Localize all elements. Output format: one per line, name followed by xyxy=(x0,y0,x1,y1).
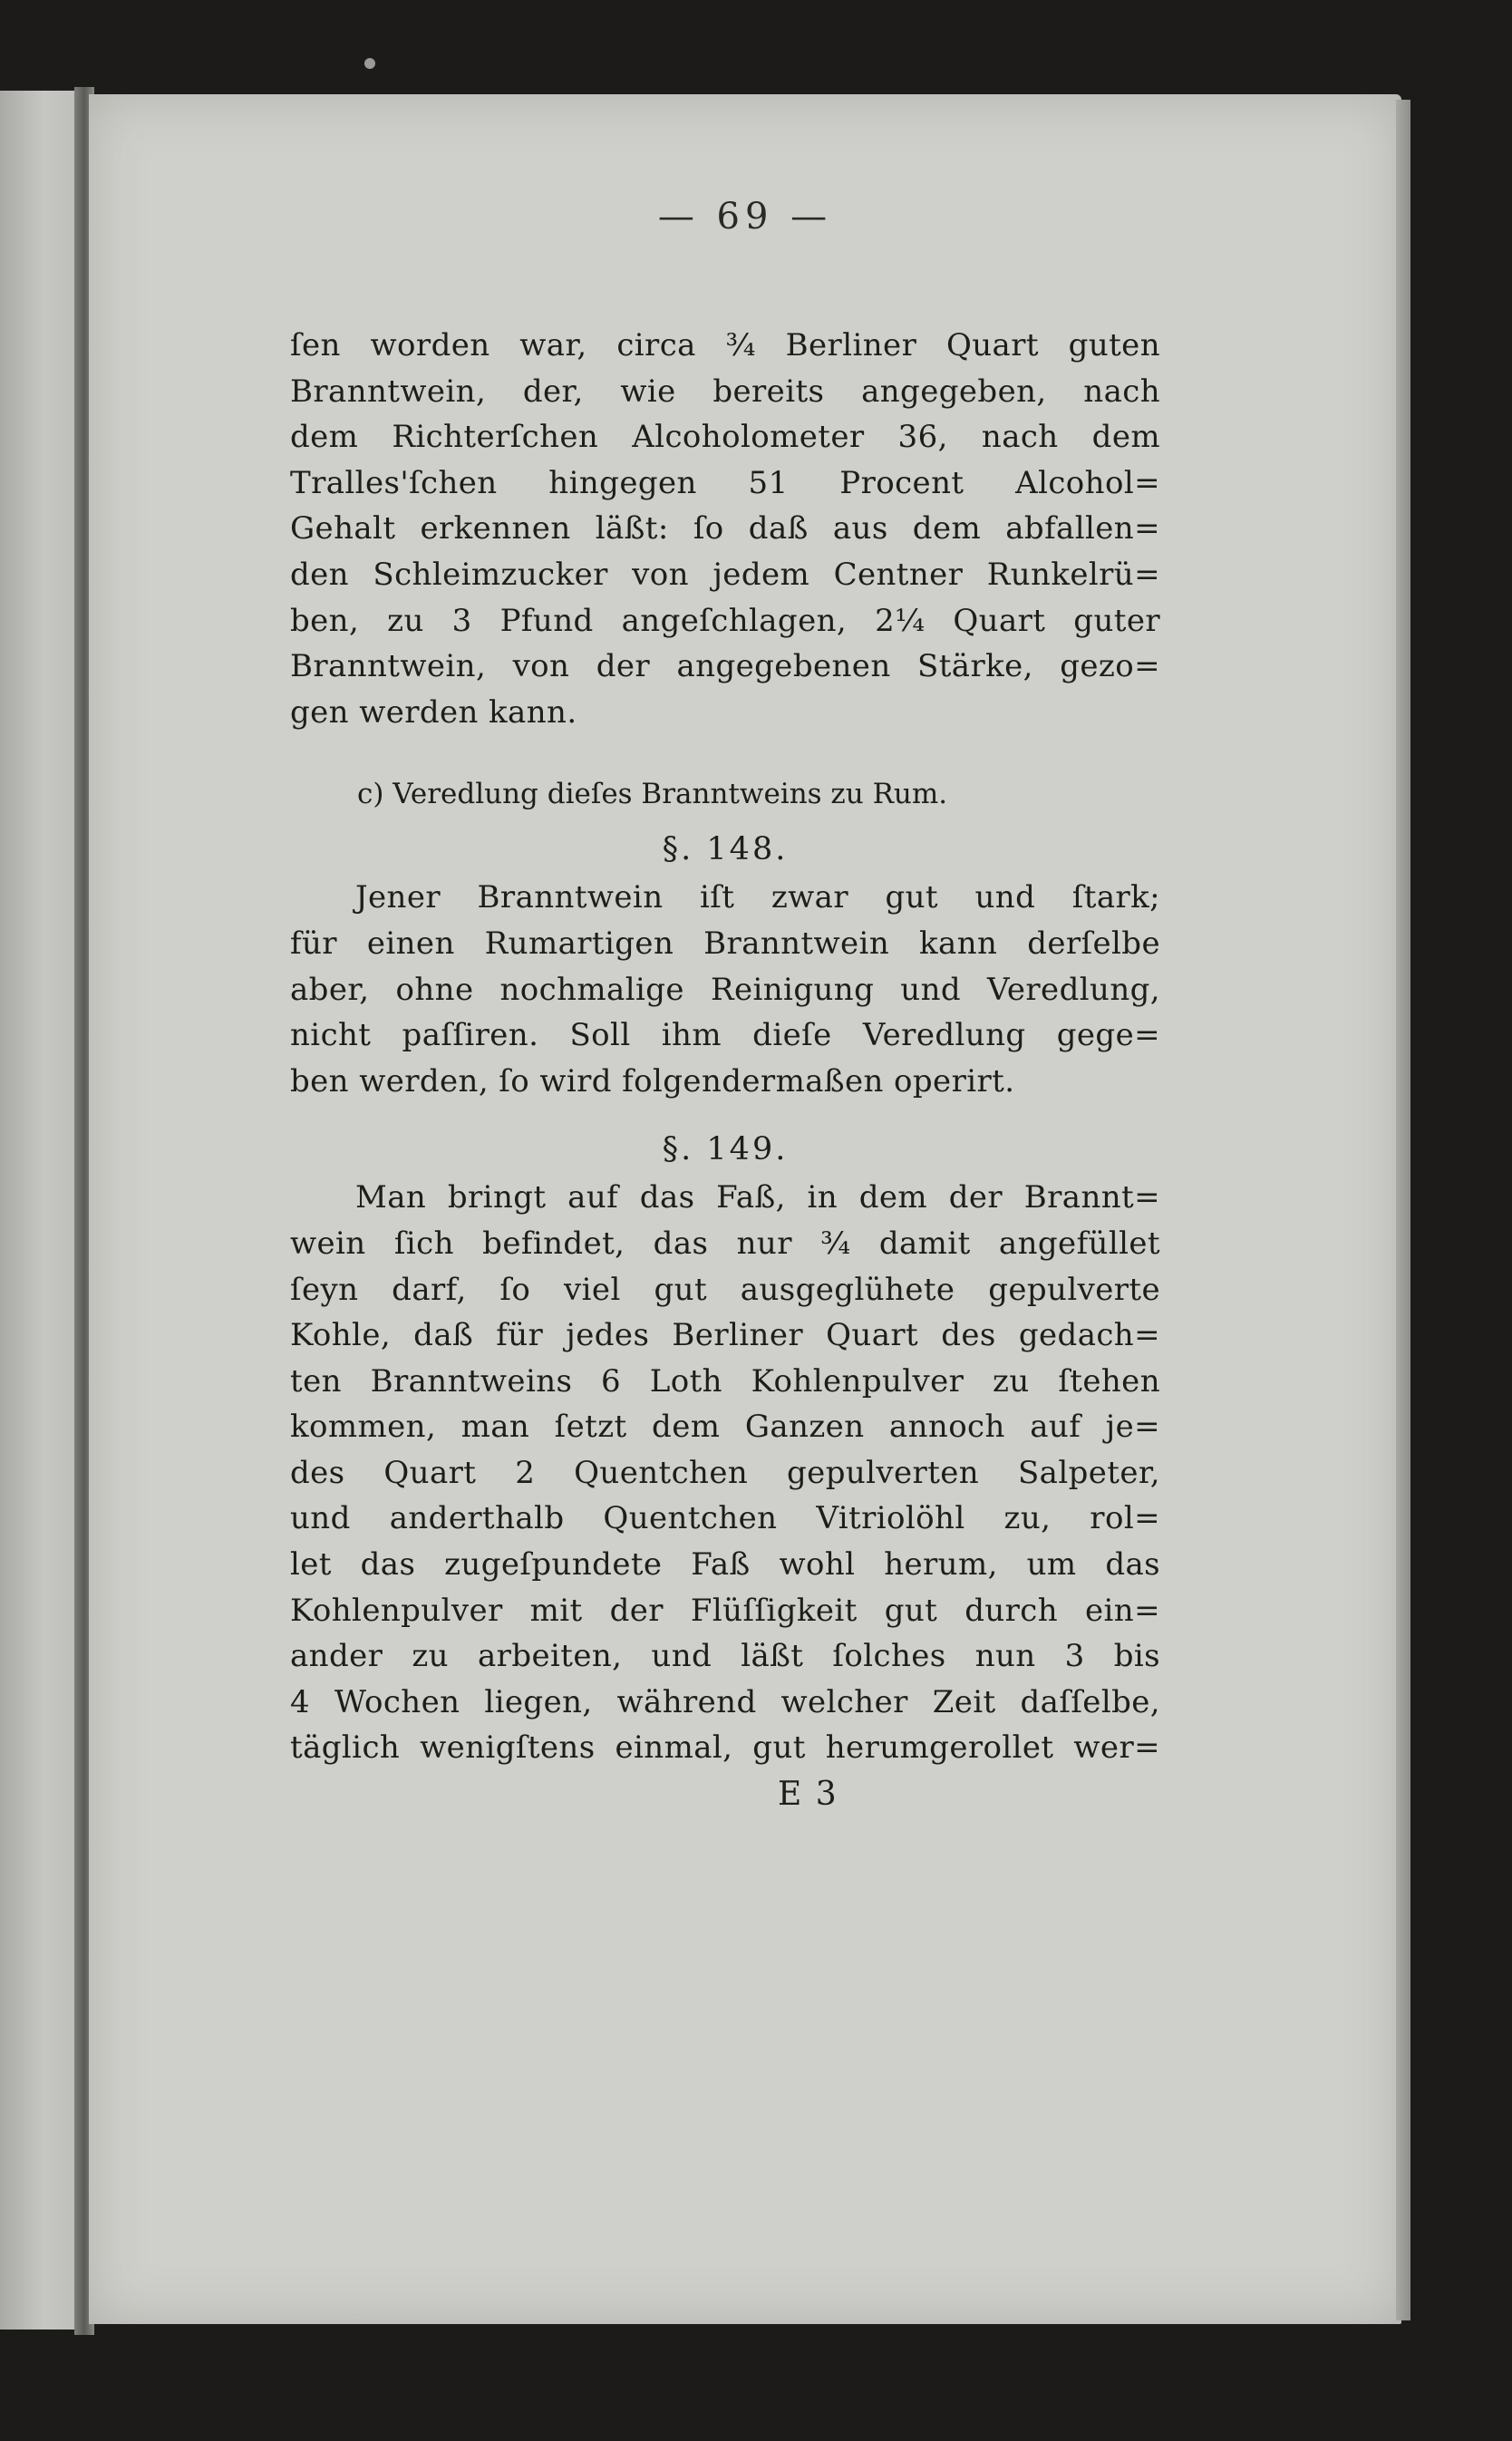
paragraph-2 xyxy=(290,875,1160,1104)
paragraph-3 xyxy=(290,1175,1160,1771)
text-line: gen werden kann. xyxy=(290,693,577,731)
facing-page-edge xyxy=(0,91,80,2330)
section-heading: §. 149. xyxy=(662,1131,789,1168)
text-line: nicht paſſiren. Soll ihm dieſe Veredlung gege= xyxy=(290,1017,1160,1054)
page-text xyxy=(290,323,1160,1818)
text-line: Kohlenpulver mit der Flüſſigkeit gut durch ein= xyxy=(290,1592,1160,1629)
text-line: und anderthalb Quentchen Vitriolöhl zu, rol= xyxy=(290,1500,1160,1537)
text-line: ben werden, ſo wird folgendermaßen operirt. xyxy=(290,1062,1015,1099)
text-line: wein ſich befindet, das nur ¾ damit angefüllet xyxy=(290,1225,1160,1262)
page-stack-edge xyxy=(1396,100,1410,2320)
text-line: des Quart 2 Quentchen gepulverten Salpeter, xyxy=(290,1454,1160,1491)
text-line: ſeyn darf, ſo viel gut ausgeglühete gepulverte xyxy=(290,1271,1160,1308)
text-line: Tralles'ſchen hingegen 51 Procent Alcohol= xyxy=(290,464,1160,501)
text-line: aber, ohne nochmalige Reinigung und Veredlung, xyxy=(290,971,1160,1008)
text-line: 4 Wochen liegen, während welcher Zeit daſſelbe, xyxy=(290,1683,1160,1720)
text-line: Jener Branntwein iſt zwar gut und ſtark; xyxy=(355,879,1160,916)
text-line: den Schleimzucker von jedem Centner Runkelrü= xyxy=(290,556,1160,593)
text-line: kommen, man ſetzt dem Ganzen annoch auf je= xyxy=(290,1409,1160,1446)
page-number: — 69 — xyxy=(657,196,833,237)
section-heading: §. 148. xyxy=(662,831,789,868)
text-line: täglich wenigſtens einmal, gut herumgerollet wer= xyxy=(290,1729,1160,1767)
text-line: für einen Rumartigen Branntwein kann derſelbe xyxy=(290,925,1160,962)
text-line: Kohle, daß für jedes Berliner Quart des gedach= xyxy=(290,1317,1160,1354)
signature-mark: E 3 xyxy=(778,1776,838,1814)
text-line: ſen worden war, circa ¾ Berliner Quart guten xyxy=(290,327,1160,363)
paragraph-1 xyxy=(290,323,1160,735)
text-line: ben, zu 3 Pfund angeſchlagen, 2¼ Quart guter xyxy=(290,602,1160,639)
book-page xyxy=(89,94,1401,2324)
text-line: Man bringt auf das Faß, in dem der Brannt= xyxy=(355,1179,1160,1216)
dust-speck xyxy=(364,58,375,69)
text-line: ander zu arbeiten, und läßt ſolches nun 3 bis xyxy=(290,1638,1160,1675)
text-line: Branntwein, von der angegebenen Stärke, gezo= xyxy=(290,648,1160,685)
text-line: dem Richterſchen Alcoholometer 36, nach dem xyxy=(290,419,1160,456)
text-line: Gehalt erkennen läßt: ſo daß aus dem abfallen= xyxy=(290,510,1160,547)
text-line: let das zugeſpundete Faß wohl herum, um das xyxy=(290,1546,1160,1584)
text-line: ten Branntweins 6 Loth Kohlenpulver zu ſtehen xyxy=(290,1362,1160,1400)
subheading: c) Veredlung dieſes Branntweins zu Rum. xyxy=(357,778,948,811)
text-line: Branntwein, der, wie bereits angegeben, nach xyxy=(290,373,1160,410)
